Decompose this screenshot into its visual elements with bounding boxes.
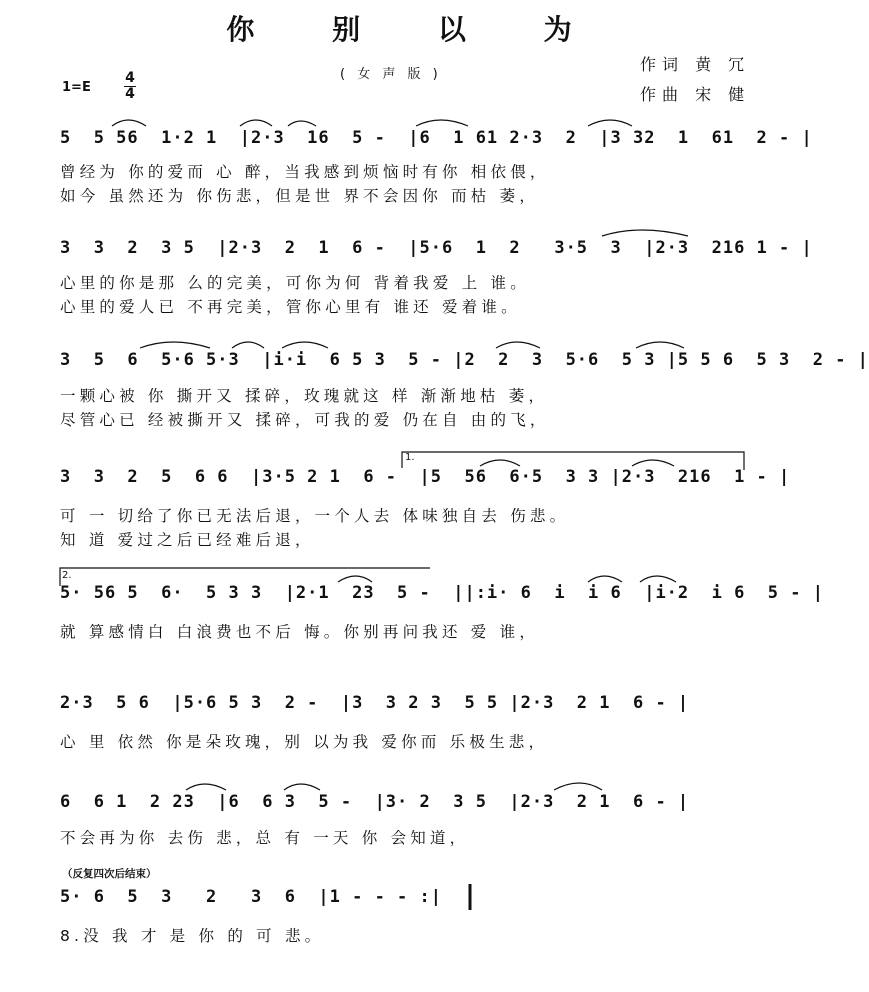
key-signature: 1=E <box>62 80 91 95</box>
volta-1-label: 1. <box>405 452 415 463</box>
lyrics-line-5: 就 算感情白 白浪费也不后 悔。你别再问我还 爱 谁， <box>60 623 540 641</box>
lyrics-line-4-verse-1: 可 一 切给了你已无法后退，一个人去 体味独自去 伤悲。 <box>60 507 570 525</box>
lyricist: 作词 黄 冗 <box>640 55 751 74</box>
notation-line-1: 5 5 56 1·2 1 |2·3 16 5 - |6 1 61 2·3 2 |3 32 1 61 2 - | <box>60 128 813 148</box>
slur <box>588 576 622 582</box>
lyrics-line-3-verse-1: 一颗心被 你 撕开又 揉碎，玫瑰就这 样 渐渐地枯 萎， <box>60 387 549 405</box>
notation-line-2: 3 3 2 3 5 |2·3 2 1 6 - |5·6 1 2 3·5 3 |2·3 216 1 - | <box>60 238 813 258</box>
lyrics-line-2-verse-2: 心里的爱人已 不再完美，管你心里有 谁还 爱着谁。 <box>60 298 521 316</box>
slur <box>640 576 676 582</box>
slur <box>338 576 372 582</box>
notation-line-4: 3 3 2 5 6 6 |3·5 2 1 6 - |5 56 6·5 3 3 |2·3 216 1 - | <box>60 467 791 487</box>
time-signature-top: 4 <box>125 70 135 86</box>
slur <box>602 230 688 236</box>
notation-line-3: 3 5 6 5·6 5·3 |i·i 6 5 3 5 - |2 2 3 5·6 5 3 |5 5 6 5 3 2 - | <box>60 350 869 370</box>
slur <box>632 460 674 466</box>
lyrics-line-4-verse-2: 知 道 爱过之后已经难后退， <box>60 531 315 549</box>
slur <box>186 784 226 790</box>
volta-2-label: 2. <box>62 570 72 581</box>
composer: 作曲 宋 健 <box>640 85 751 104</box>
lyrics-line-3-verse-2: 尽管心已 经被撕开又 揉碎，可我的爱 仍在自 由的飞， <box>60 411 550 429</box>
notation-line-8: 5· 6 5 3 2 3 6 |1 - - - :| <box>60 887 442 907</box>
slur <box>282 342 328 348</box>
slur <box>480 460 520 466</box>
lyrics-line-2-verse-1: 心里的你是那 么的完美，可你为何 背着我爱 上 谁。 <box>60 274 530 292</box>
time-signature <box>124 71 136 102</box>
lyrics-line-1-verse-1: 曾经为 你的爱而 心 醉，当我感到烦恼时有你 相依偎， <box>60 163 550 181</box>
slur <box>554 783 602 790</box>
slur <box>588 120 632 126</box>
time-signature-bottom: 4 <box>125 86 135 102</box>
slur <box>288 121 316 126</box>
lyrics-line-6: 心 里 依然 你是朵玫瑰，别 以为我 爱你而 乐极生悲， <box>60 733 549 751</box>
song-title: 你 别 以 为 <box>226 13 606 46</box>
slur <box>140 342 210 348</box>
slur <box>232 342 264 348</box>
slur <box>496 342 540 348</box>
lyrics-line-1-verse-2: 如今 虽然还为 你伤悲，但是世 界不会因你 而枯 萎， <box>60 187 540 205</box>
slur <box>636 342 684 348</box>
subtitle: ( 女 声 版 ) <box>340 67 442 82</box>
notation-line-7: 6 6 1 2 23 |6 6 3 5 - |3· 2 3 5 |2·3 2 1 6 - | <box>60 792 690 812</box>
slur <box>284 784 320 790</box>
notation-line-5: 5· 56 5 6· 5 3 3 |2·1 23 5 - ||:i· 6 i i 6 |i·2 i 6 5 - | <box>60 583 824 603</box>
repeat-instruction: （反复四次后结束） <box>62 868 157 880</box>
lyrics-line-7: 不会再为你 去伤 悲，总 有 一天 你 会知道， <box>60 829 470 847</box>
lyrics-line-8: 8.没 我 才 是 你 的 可 悲。 <box>60 927 325 945</box>
slur <box>112 120 146 126</box>
slur <box>240 120 272 126</box>
notation-line-6: 2·3 5 6 |5·6 5 3 2 - |3 3 2 3 5 5 |2·3 2 1 6 - | <box>60 693 690 713</box>
slur <box>416 120 468 126</box>
